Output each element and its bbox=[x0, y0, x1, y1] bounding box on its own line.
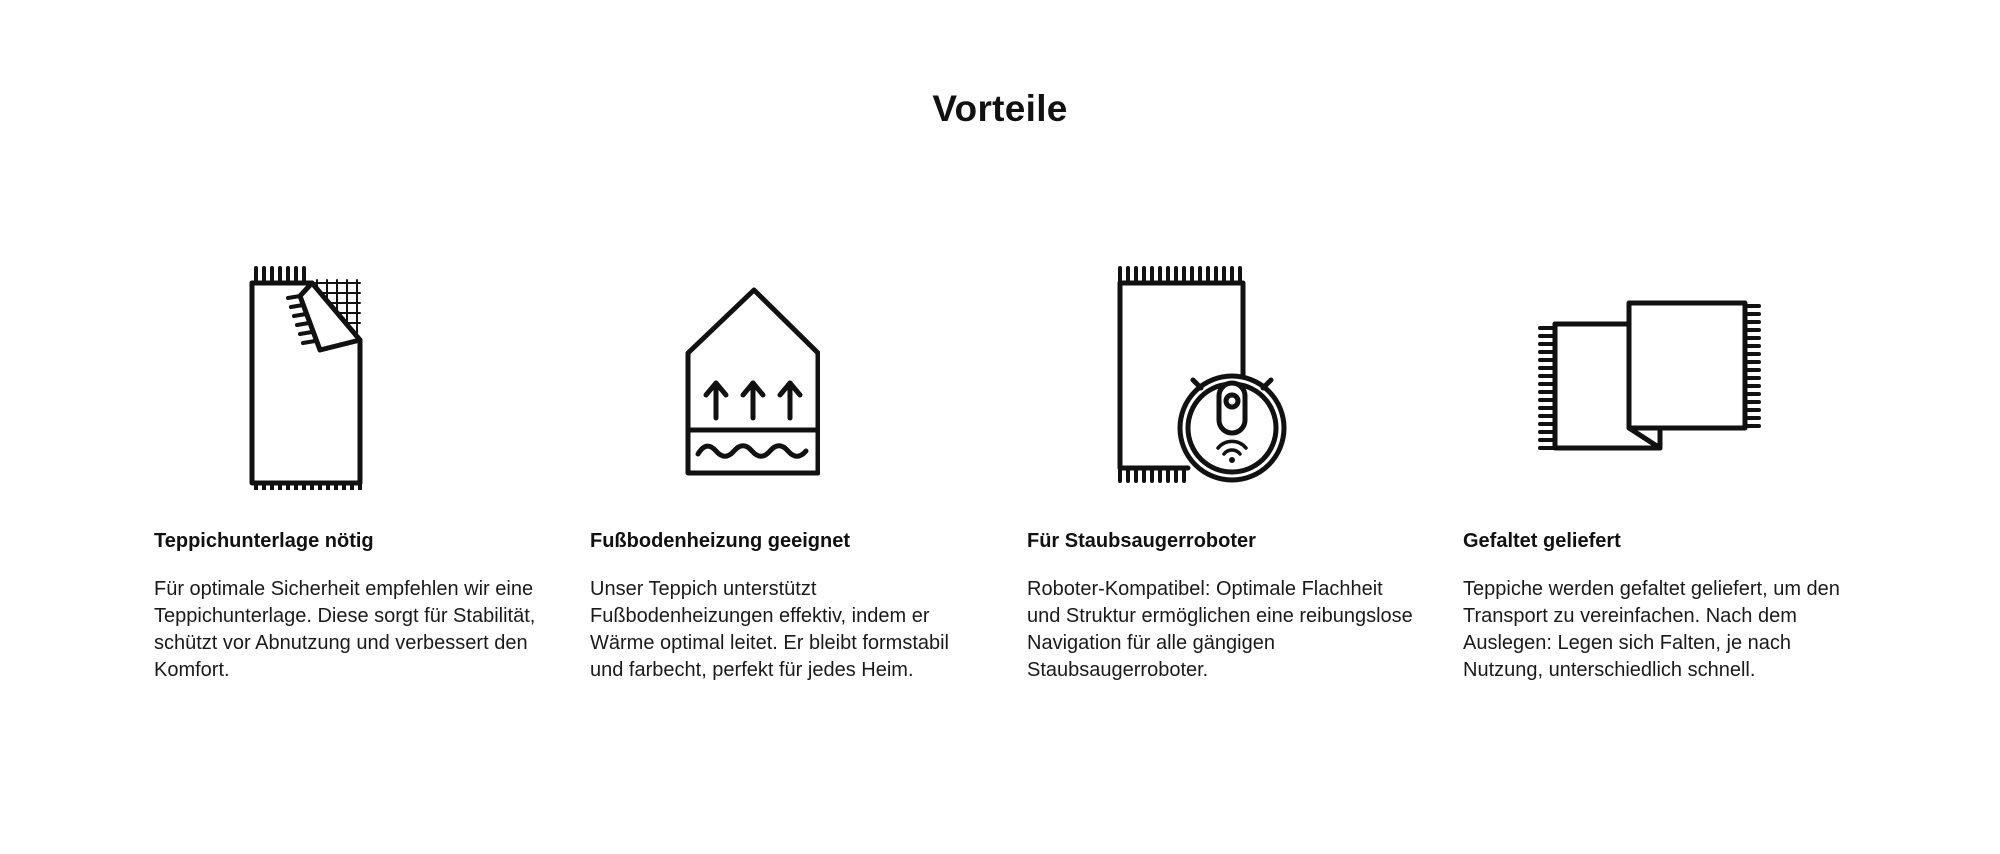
feature-description: Teppiche werden gefaltet geliefert, um den Transport zu vereinfachen. Nach dem Auslegen: Legen sich Falten, je nach Nutzung, unterschiedlich schnell. bbox=[1463, 578, 1840, 681]
feature-folded-delivery bbox=[1463, 258, 1855, 681]
feature-description: Roboter-Kompatibel: Optimale Flachheit und Struktur ermöglichen eine reibungslose Navigation für alle gängigen Staubsaugerroboter. bbox=[1027, 578, 1413, 681]
feature-underlay bbox=[154, 258, 546, 681]
feature-title: Teppichunterlage nötig bbox=[154, 530, 374, 552]
robot-vacuum-rug-icon bbox=[1111, 258, 1291, 490]
feature-robot-vacuum bbox=[1027, 258, 1419, 681]
folded-rug-icon bbox=[1533, 258, 1763, 490]
floor-heating-house-icon bbox=[680, 258, 820, 490]
feature-title: Gefaltet geliefert bbox=[1463, 530, 1621, 552]
feature-description: Für optimale Sicherheit empfehlen wir eine Teppichunterlage. Diese sorgt für Stabilität, schützt vor Abnutzung und verbessert den Komfort. bbox=[154, 578, 536, 681]
feature-floor-heating bbox=[590, 258, 982, 681]
section-title: Vorteile bbox=[932, 88, 1068, 129]
rug-with-underlay-icon bbox=[242, 258, 382, 490]
feature-title: Für Staubsaugerroboter bbox=[1027, 530, 1256, 552]
feature-description: Unser Teppich unterstützt Fußbodenheizungen effektiv, indem er Wärme optimal leitet. Er bleibt formstabil und farbecht, perfekt für jedes Heim. bbox=[590, 578, 950, 681]
feature-title: Fußbodenheizung geeignet bbox=[590, 530, 850, 552]
